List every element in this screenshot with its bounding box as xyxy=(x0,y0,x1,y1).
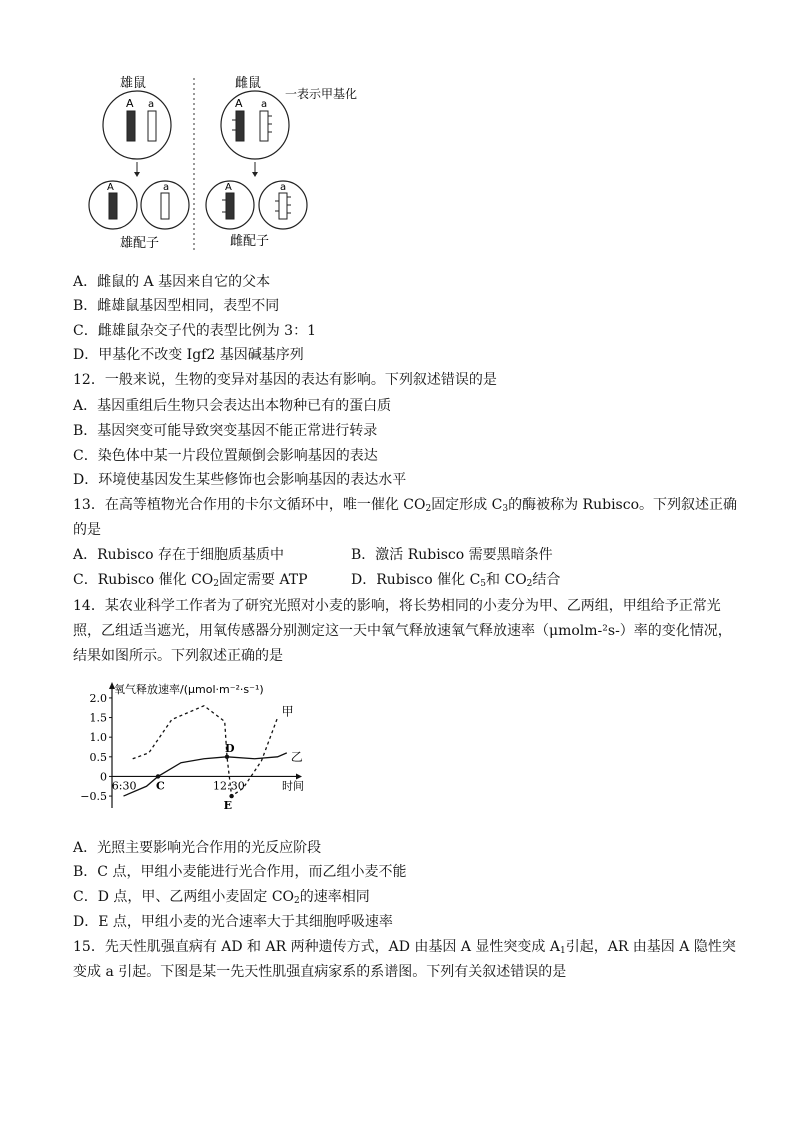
subscript: 2 xyxy=(526,579,533,589)
male-gamete-label: 雄配子 xyxy=(120,236,160,251)
series-label-乙: 乙 xyxy=(290,749,303,764)
y-axis-label: 氧气释放速率/(μmol·m⁻²·s⁻¹) xyxy=(114,683,264,696)
q13-option-d-part2: 和 CO xyxy=(486,572,527,588)
q13-option-a: A．Rubisco 存在于细胞质基质中 xyxy=(73,547,285,563)
q11-option-d: D．甲基化不改变 Igf2 基因碱基序列 xyxy=(73,347,304,363)
q13-stem-line1 xyxy=(73,495,737,515)
female-gamete-A xyxy=(206,181,254,229)
female-parent-cell xyxy=(221,91,289,159)
y-tick-label: 0 xyxy=(100,770,107,784)
q15-stem-part2: 引起，AR 由基因 A 隐性突 xyxy=(565,939,736,955)
point-D xyxy=(225,755,229,759)
female-label: 雌鼠 xyxy=(235,76,262,91)
subscript: 3 xyxy=(502,504,509,514)
legend-text: 一表示甲基化 xyxy=(285,87,358,101)
q13-stem-part1: 13．在高等植物光合作用的卡尔文循环中，唯一催化 CO xyxy=(73,497,426,513)
q12-option-b: B．基因突变可能导致突变基因不能正常进行转录 xyxy=(73,423,378,439)
allele-a-label: a xyxy=(148,99,155,110)
allele-a-label: a xyxy=(261,99,268,110)
subscript: 2 xyxy=(425,504,432,514)
male-parent-cell xyxy=(103,91,171,159)
q11-option-c: C．雌雄鼠杂交子代的表型比例为 3：1 xyxy=(73,323,316,339)
allele-a-label: a xyxy=(280,182,287,193)
q14-option-b: B．C 点，甲组小麦能进行光合作用，而乙组小麦不能 xyxy=(73,864,407,880)
q15-stem-line1 xyxy=(73,937,736,957)
q14-option-d: D．E 点，甲组小麦的光合速率大于其细胞呼吸速率 xyxy=(73,914,393,930)
q13-stem-line2: 的是 xyxy=(73,522,101,538)
q14-option-c-part1: C．D 点，甲、乙两组小麦固定 CO xyxy=(73,889,295,905)
point-label-D: D xyxy=(225,741,235,755)
male-label: 雄鼠 xyxy=(120,76,147,91)
subscript: 2 xyxy=(294,896,300,906)
female-gamete-label: 雌配子 xyxy=(230,234,270,249)
allele-A-label: A xyxy=(235,97,243,110)
y-tick-label: 1.5 xyxy=(89,711,107,725)
q14-stem-line1: 14．某农业科学工作者为了研究光照对小麦的影响，将长势相同的小麦分为甲、乙两组，甲组给予正常光 xyxy=(73,598,721,614)
series-label-甲: 甲 xyxy=(281,704,294,719)
q13-option-c-part1: C．Rubisco 催化 CO xyxy=(73,572,214,588)
point-label-E: E xyxy=(223,799,232,813)
y-tick-label: 1.0 xyxy=(89,731,107,745)
oxygen-release-chart xyxy=(70,682,320,830)
q13-option-c-part2: 固定需要 ATP xyxy=(219,572,308,588)
methylation-diagram xyxy=(80,70,380,260)
q11-option-b: B．雌雄鼠基因型相同，表型不同 xyxy=(73,298,280,314)
q12-option-c: C．染色体中某一片段位置颠倒会影响基因的表达 xyxy=(73,448,378,464)
q14-option-a: A．光照主要影响光合作用的光反应阶段 xyxy=(73,840,322,856)
q11-option-a: A．雌鼠的 A 基因来自它的父本 xyxy=(73,274,271,290)
q14-stem-line3: 结果如图所示。下列叙述正确的是 xyxy=(73,648,283,664)
female-gamete-a xyxy=(259,181,307,229)
q13-option-d xyxy=(351,570,560,590)
q13-option-d-part1: D．Rubisco 催化 C xyxy=(351,572,481,588)
x-tick-label: 12:30 xyxy=(213,779,245,793)
q12-stem: 12．一般来说，生物的变异对基因的表达有影响。下列叙述错误的是 xyxy=(73,372,497,388)
male-gamete-a xyxy=(141,181,189,229)
point-label-C: C xyxy=(156,779,165,793)
point-E xyxy=(229,794,233,798)
q14-option-c xyxy=(73,887,370,907)
subscript: 5 xyxy=(480,579,487,589)
allele-A-label: A xyxy=(225,182,232,193)
subscript: 1 xyxy=(559,946,566,956)
q14-stem-line2: 照，乙组适当遮光，用氧传感器分别测定这一天中氧气释放速氧气释放速率（μmolm-²s-）率的变化情况， xyxy=(73,623,732,639)
allele-a-label: a xyxy=(163,182,170,193)
y-tick-label: 0.5 xyxy=(89,750,107,764)
point-C xyxy=(156,774,160,778)
subscript: 2 xyxy=(213,579,219,589)
q13-stem-part2: 固定形成 C xyxy=(431,497,503,513)
series-line-甲 xyxy=(133,706,278,796)
q12-option-d: D．环境使基因发生某些修饰也会影响基因的表达水平 xyxy=(73,472,407,488)
q12-option-a: A．基因重组后生物只会表达出本物种已有的蛋白质 xyxy=(73,398,392,414)
y-tick-label: 2.0 xyxy=(89,691,107,705)
q13-option-d-part3: 结合 xyxy=(532,572,561,588)
x-tick-label: 6:30 xyxy=(111,779,137,793)
q13-option-b: B．激活 Rubisco 需要黑暗条件 xyxy=(351,547,553,563)
allele-A-label: A xyxy=(126,97,134,110)
q15-stem-part1: 15．先天性肌强直病有 AD 和 AR 两种遗传方式，AD 由基因 A 显性突变成 A xyxy=(73,939,560,955)
q13-stem-part3: 的酶被称为 Rubisco。下列叙述正确 xyxy=(508,497,737,513)
q15-stem-line2: 变成 a 引起。下图是某一先天性肌强直病家系的系谱图。下列有关叙述错误的是 xyxy=(73,964,567,980)
q13-option-c xyxy=(73,570,308,590)
allele-A-label: A xyxy=(107,182,114,193)
male-gamete-A xyxy=(89,181,137,229)
y-tick-label: −0.5 xyxy=(80,790,107,804)
q14-option-c-part2: 的速率相同 xyxy=(299,889,370,905)
x-axis-label: 时间 xyxy=(282,779,304,793)
